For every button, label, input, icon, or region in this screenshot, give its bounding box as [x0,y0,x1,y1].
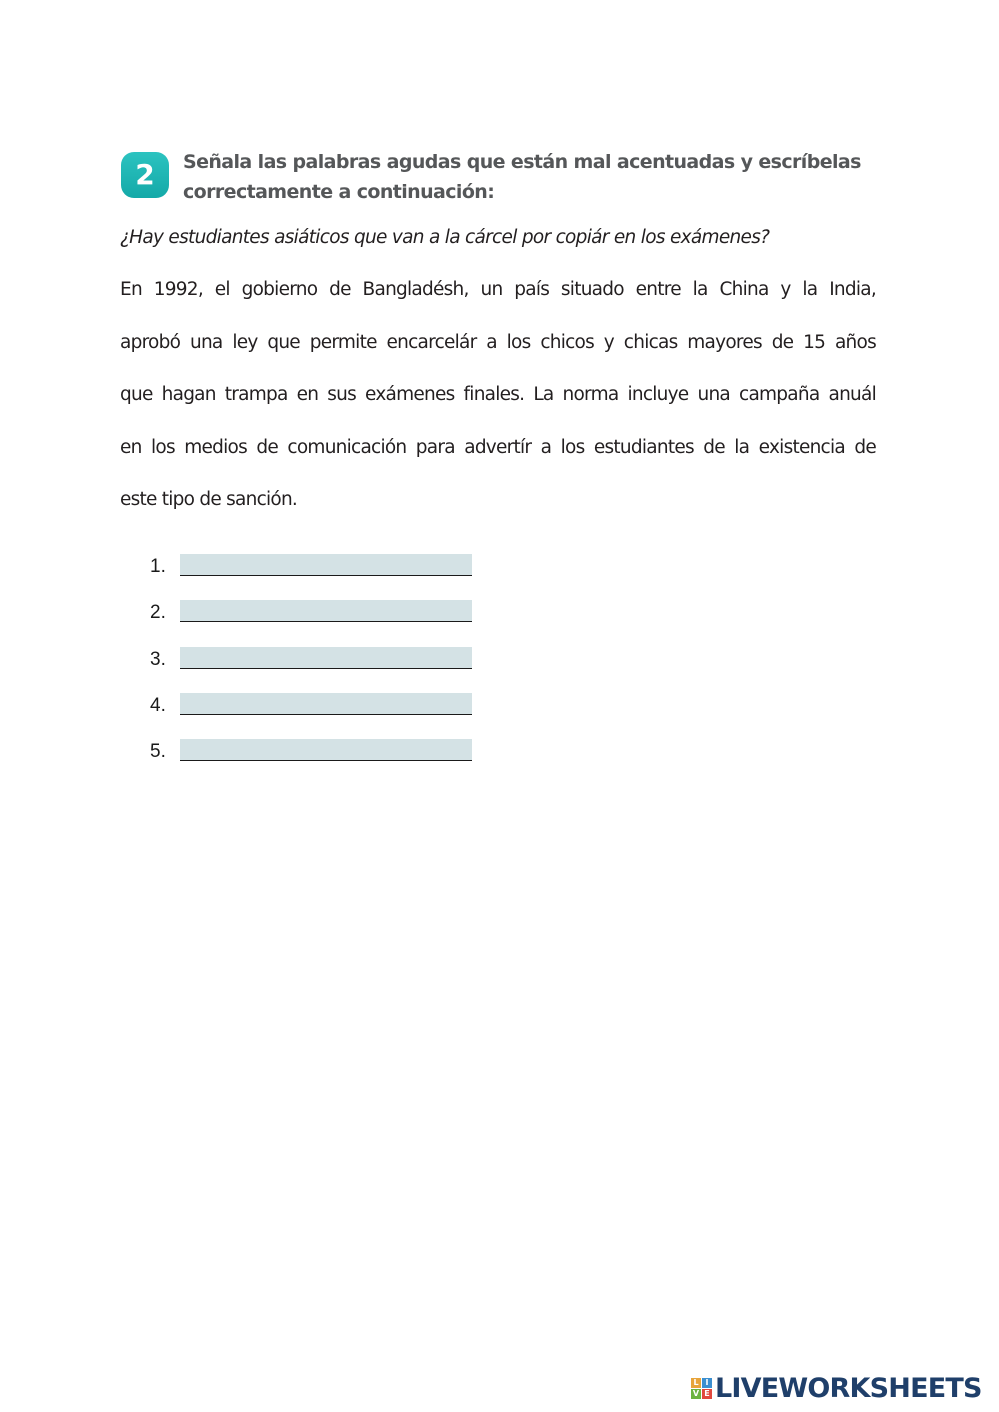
passage-question: ¿Hay estudiantes asiáticos que van a la cárcel por copiár en los exámenes? [120,227,770,248]
passage-line: este tipo de sanción. [120,489,298,510]
passage-line: aprobó una ley que permite encarcelár a los chicos y chicas mayores de 15 años [120,331,876,353]
live-logo-icon [691,1378,712,1399]
instruction-line: correctamente a continuación: [183,181,495,203]
liveworksheets-logo [691,1372,982,1404]
answer-number: 2. [150,602,166,624]
exercise-instruction [183,147,883,207]
answer-number: 4. [150,694,166,716]
answer-number: 5. [150,741,166,763]
logo-letter: V [692,1388,700,1398]
answer-input-4[interactable] [180,693,472,715]
answer-number: 3. [150,648,166,670]
answer-input-3[interactable] [180,647,472,669]
logo-letter: L [691,1378,701,1388]
logo-letter: E [702,1389,712,1399]
reading-passage [120,273,876,536]
answer-number: 1. [150,556,166,577]
passage-line: en los medios de comunicación para advertír a los estudiantes de la existencia de [120,436,876,458]
exercise-number-badge: 2 [121,152,169,198]
passage-line: En 1992, el gobierno de Bangladésh, un país situado entre la China y la India, [120,279,876,300]
answer-input-2[interactable] [180,600,472,622]
instruction-line: Señala las palabras agudas que están mal acentuadas y escríbelas [183,151,861,173]
answer-input-5[interactable] [180,739,472,761]
answer-input-1[interactable] [180,554,472,576]
logo-letter: I [702,1378,712,1388]
passage-line: que hagan trampa en sus exámenes finales. La norma incluye una campaña anuál [120,384,876,405]
logo-wordmark: LIVEWORKSHEETS [715,1372,982,1404]
